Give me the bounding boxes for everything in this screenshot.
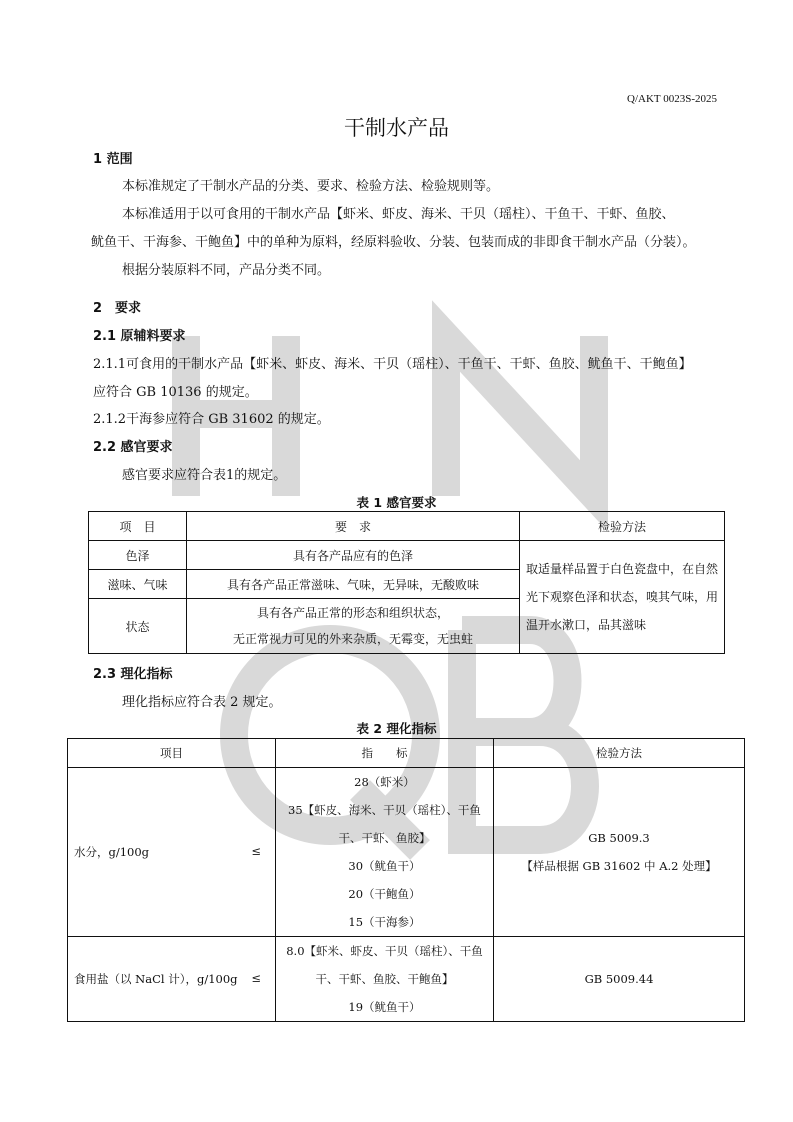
column-header: 项目 [68, 739, 276, 768]
column-header: 要 求 [187, 512, 520, 541]
table-cell [68, 937, 276, 1022]
table-caption: 表 1 感官要求 [356, 495, 437, 510]
paragraph: 鱿鱼干、干海参、干鲍鱼】中的单种为原料，经原料验收、分装、包装而成的非即食干制水产品（分装）。 [91, 235, 696, 250]
paragraph: 本标准规定了干制水产品的分类、要求、检验方法、检验规则等。 [122, 179, 500, 194]
text-line: 19（鱿鱼干） [348, 1000, 421, 1014]
text-line: 28（虾米） [354, 775, 415, 789]
paragraph: 本标准适用于以可食用的干制水产品【虾米、虾皮、海米、干贝（瑶柱）、干鱼干、干虾、鱼胶、 [122, 207, 675, 222]
paragraph: 感官要求应符合表1的规定。 [122, 468, 287, 483]
column-header: 检验方法 [520, 512, 725, 541]
text-line: 15（干海参） [348, 915, 421, 929]
physicochemical-table [67, 738, 745, 1022]
method-cell [520, 541, 725, 654]
section-heading: 1 范围 [93, 152, 133, 167]
section-heading: 2.1 原辅料要求 [93, 329, 186, 344]
table-cell: 状态 [89, 599, 187, 654]
text-line: 【样品根据 GB 31602 中 A.2 处理】 [521, 859, 717, 873]
table-cell [68, 768, 276, 937]
table-cell: 具有各产品应有的色泽 [187, 541, 520, 570]
table-cell: 具有各产品正常滋味、气味，无异味，无酸败味 [187, 570, 520, 599]
text-line: 具有各产品正常的形态和组织状态， [256, 606, 449, 620]
paragraph: 理化指标应符合表 2 规定。 [122, 695, 282, 710]
page-title: 干制水产品 [344, 116, 449, 140]
text-line: 35【虾皮、海米、干贝（瑶柱）、干鱼 [288, 803, 481, 817]
sensory-table [88, 511, 725, 654]
paragraph: 2.1.1可食用的干制水产品【虾米、虾皮、海米、干贝（瑶柱）、干鱼干、干虾、鱼胶、鱿鱼干、干鲍鱼】 [93, 357, 692, 372]
section-heading: 2.3 理化指标 [93, 667, 173, 682]
text-line: 干、干虾、鱼胶】 [338, 831, 431, 845]
text-line: 无正常视力可见的外来杂质，无霉变，无虫蛀 [232, 632, 473, 646]
text-line: 干、干虾、鱼胶、干鲍鱼】 [315, 972, 454, 986]
item-label: 水分，g/100g [74, 845, 150, 859]
table-cell: GB 5009.44 [494, 937, 745, 1022]
table-caption: 表 2 理化指标 [356, 721, 437, 736]
paragraph: 根据分装原料不同，产品分类不同。 [122, 263, 331, 278]
text-line: 8.0【虾米、虾皮、干贝（瑶柱）、干鱼 [286, 944, 483, 958]
column-header: 项 目 [89, 512, 187, 541]
table-cell: 色泽 [89, 541, 187, 570]
text-line: 取适量样品置于白色瓷盘中，在自然 [526, 562, 719, 576]
table-cell [187, 599, 520, 654]
paragraph: 2.1.2干海参应符合 GB 31602 的规定。 [93, 412, 330, 427]
operator: ≤ [251, 844, 261, 858]
text-line: 20（干鲍鱼） [348, 887, 421, 901]
document-number: Q/AKT 0023S-2025 [627, 93, 717, 105]
text-line: 温开水漱口，品其滋味 [526, 618, 647, 632]
operator: ≤ [251, 971, 261, 985]
section-heading: 2 要求 [93, 301, 142, 316]
table-cell [494, 768, 745, 937]
section-heading: 2.2 感官要求 [93, 440, 173, 455]
text-line: 30（鱿鱼干） [348, 859, 421, 873]
table-cell: 滋味、气味 [89, 570, 187, 599]
table-cell [276, 768, 494, 937]
text-line: GB 5009.3 [588, 831, 650, 845]
text-line: 光下观察色泽和状态，嗅其气味，用 [526, 590, 719, 604]
column-header: 指 标 [276, 739, 494, 768]
table-cell [276, 937, 494, 1022]
item-label: 食用盐（以 NaCl 计），g/100g [74, 972, 238, 986]
paragraph: 应符合 GB 10136 的规定。 [93, 385, 258, 400]
column-header: 检验方法 [494, 739, 745, 768]
